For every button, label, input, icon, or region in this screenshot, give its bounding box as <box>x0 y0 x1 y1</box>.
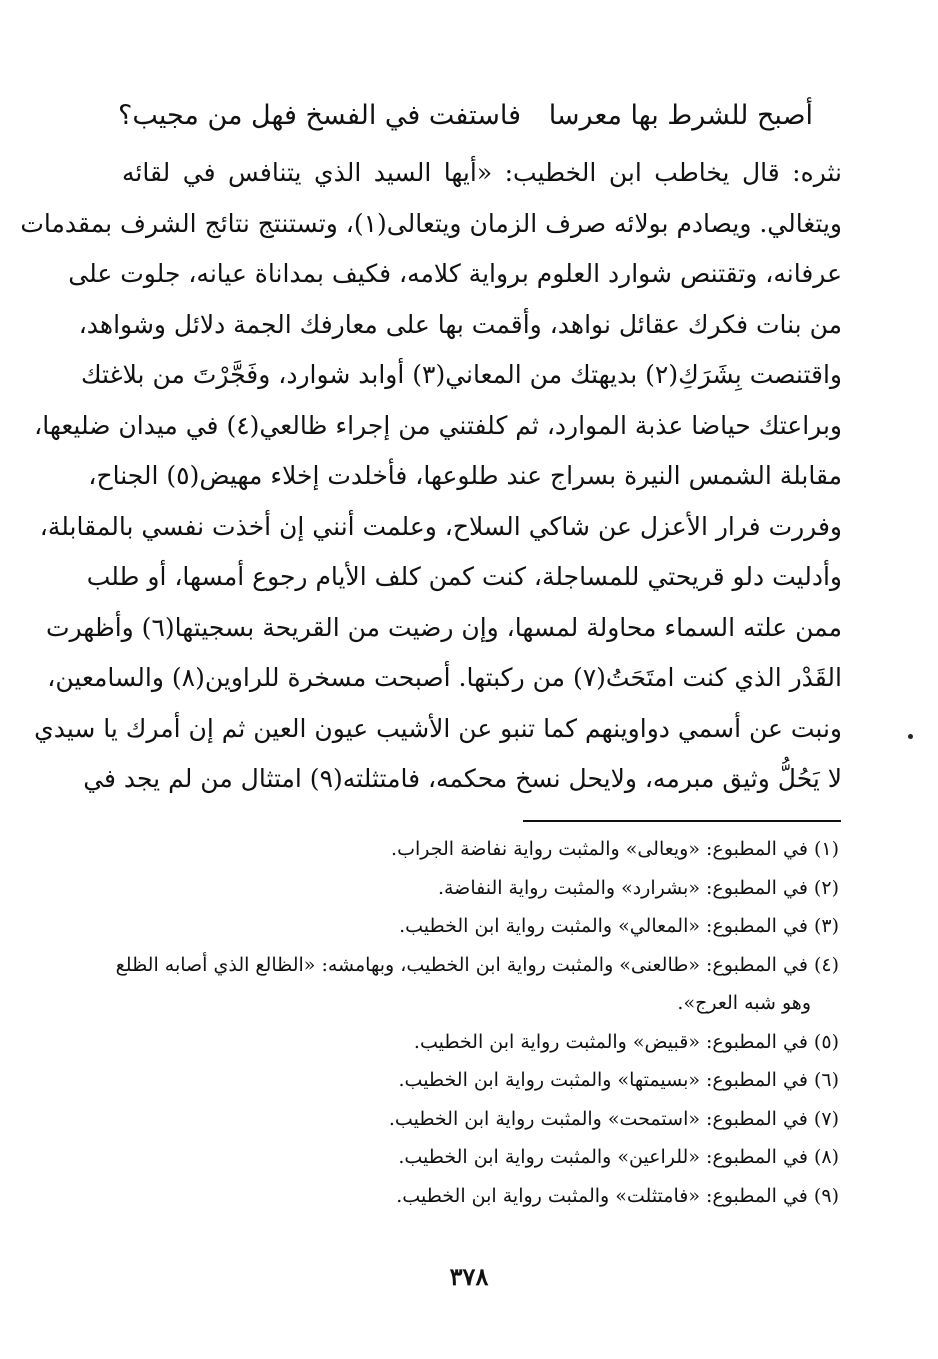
footnote-4-continuation: وهو شبه العرج». <box>677 992 811 1014</box>
footnote-5: (٥) في المطبوع: «قبيض» والمثبت رواية ابن الخطيب. <box>413 1030 839 1053</box>
verse-line <box>118 92 813 140</box>
body-line: ونبت عن أسمي دواوينهم كما تنبو عن الأشيب عيون العين ثم إن أمرك يا سيدي <box>34 713 842 743</box>
body-line: عرفانه، وتقتنص شوارد العلوم برواية كلامه، فكيف بمداناة عيانه، جلوت على <box>68 259 842 288</box>
prose-body <box>20 148 842 805</box>
page-number: ٣٧٨ <box>449 1262 489 1291</box>
body-line: من بنات فكرك عقائل نواهد، وأقمت بها على معارفك الجمة دلائل وشواهد، <box>78 309 842 339</box>
body-line: لا يَحُلُّ وثيق مبرمه، ولايحل نسخ محكمه، فامتثلته(٩) امتثال من لم يجد في <box>83 764 842 793</box>
body-line: وأدليت دلو قريحتي للمساجلة، كنت كمن كلف الأيام رجوع أمسها، أو طلب <box>86 562 842 591</box>
verse-first-hemistich: أصبح للشرط بها معرسا <box>548 100 813 131</box>
footnote-8: (٨) في المطبوع: «للراعين» والمثبت رواية ابن الخطيب. <box>398 1146 839 1168</box>
footnote-2: (٢) في المطبوع: «بشرارد» والمثبت رواية النفاضة. <box>437 876 839 899</box>
footnotes <box>107 830 839 1215</box>
footnote-4: (٤) في المطبوع: «طالعنى» والمثبت رواية ابن الخطيب، وبهامشه: «الظالع الذي أصابه الظلع <box>115 953 839 976</box>
body-line: القَدْر الذي كنت امتَحَتُ(٧) من ركبتها. أصبحت مسخرة للراوين(٨) والسامعين، <box>47 663 842 692</box>
footnote-3: (٣) في المطبوع: «المعالي» والمثبت رواية ابن الخطيب. <box>399 915 839 937</box>
body-line: واقتنصت بِشَرَكِ(٢) بديهتك من المعاني(٣) أوابد شوارد، وفَجَّرْتَ من بلاغتك <box>80 360 842 389</box>
footnote-separator <box>523 820 841 822</box>
footnote-1: (١) في المطبوع: «ويعالى» والمثبت رواية نفاضة الجراب. <box>391 838 839 860</box>
body-line: ويتغالي. ويصادم بولائه صرف الزمان ويتعالى(١)، وتستنتج نتائج الشرف بمقدمات <box>20 208 842 238</box>
footnote-9: (٩) في المطبوع: «فامتثلت» والمثبت رواية ابن الخطيب. <box>396 1184 839 1207</box>
margin-mark <box>908 734 913 739</box>
body-line: مقابلة الشمس النيرة بسراج عند طلوعها، فأخلدت إخلاء مهيض(٥) الجناح، <box>88 461 842 490</box>
footnote-7: (٧) في المطبوع: «استمحت» والمثبت رواية ابن الخطيب. <box>388 1107 839 1130</box>
verse-second-hemistich: فاستفت في الفسخ فهل من مجيب؟ <box>118 100 521 131</box>
body-line: نثره: قال يخاطب ابن الخطيب: «أيها السيد الذي يتنافس في لقائه <box>122 158 842 187</box>
body-line: وبراعتك حياضا عذبة الموارد، ثم كلفتني من إجراء ظالعي(٤) في ميدان ضليعها، <box>34 410 842 440</box>
body-line: ممن علته السماء محاولة لمسها، وإن رضيت من القريحة بسجيتها(٦) وأظهرت <box>45 612 842 642</box>
body-line: وفررت فرار الأعزل عن شاكي السلاح، وعلمت أنني إن أخذت نفسي بالمقابلة، <box>39 511 842 541</box>
footnote-6: (٦) في المطبوع: «بسيمتها» والمثبت رواية ابن الخطيب. <box>398 1069 839 1091</box>
